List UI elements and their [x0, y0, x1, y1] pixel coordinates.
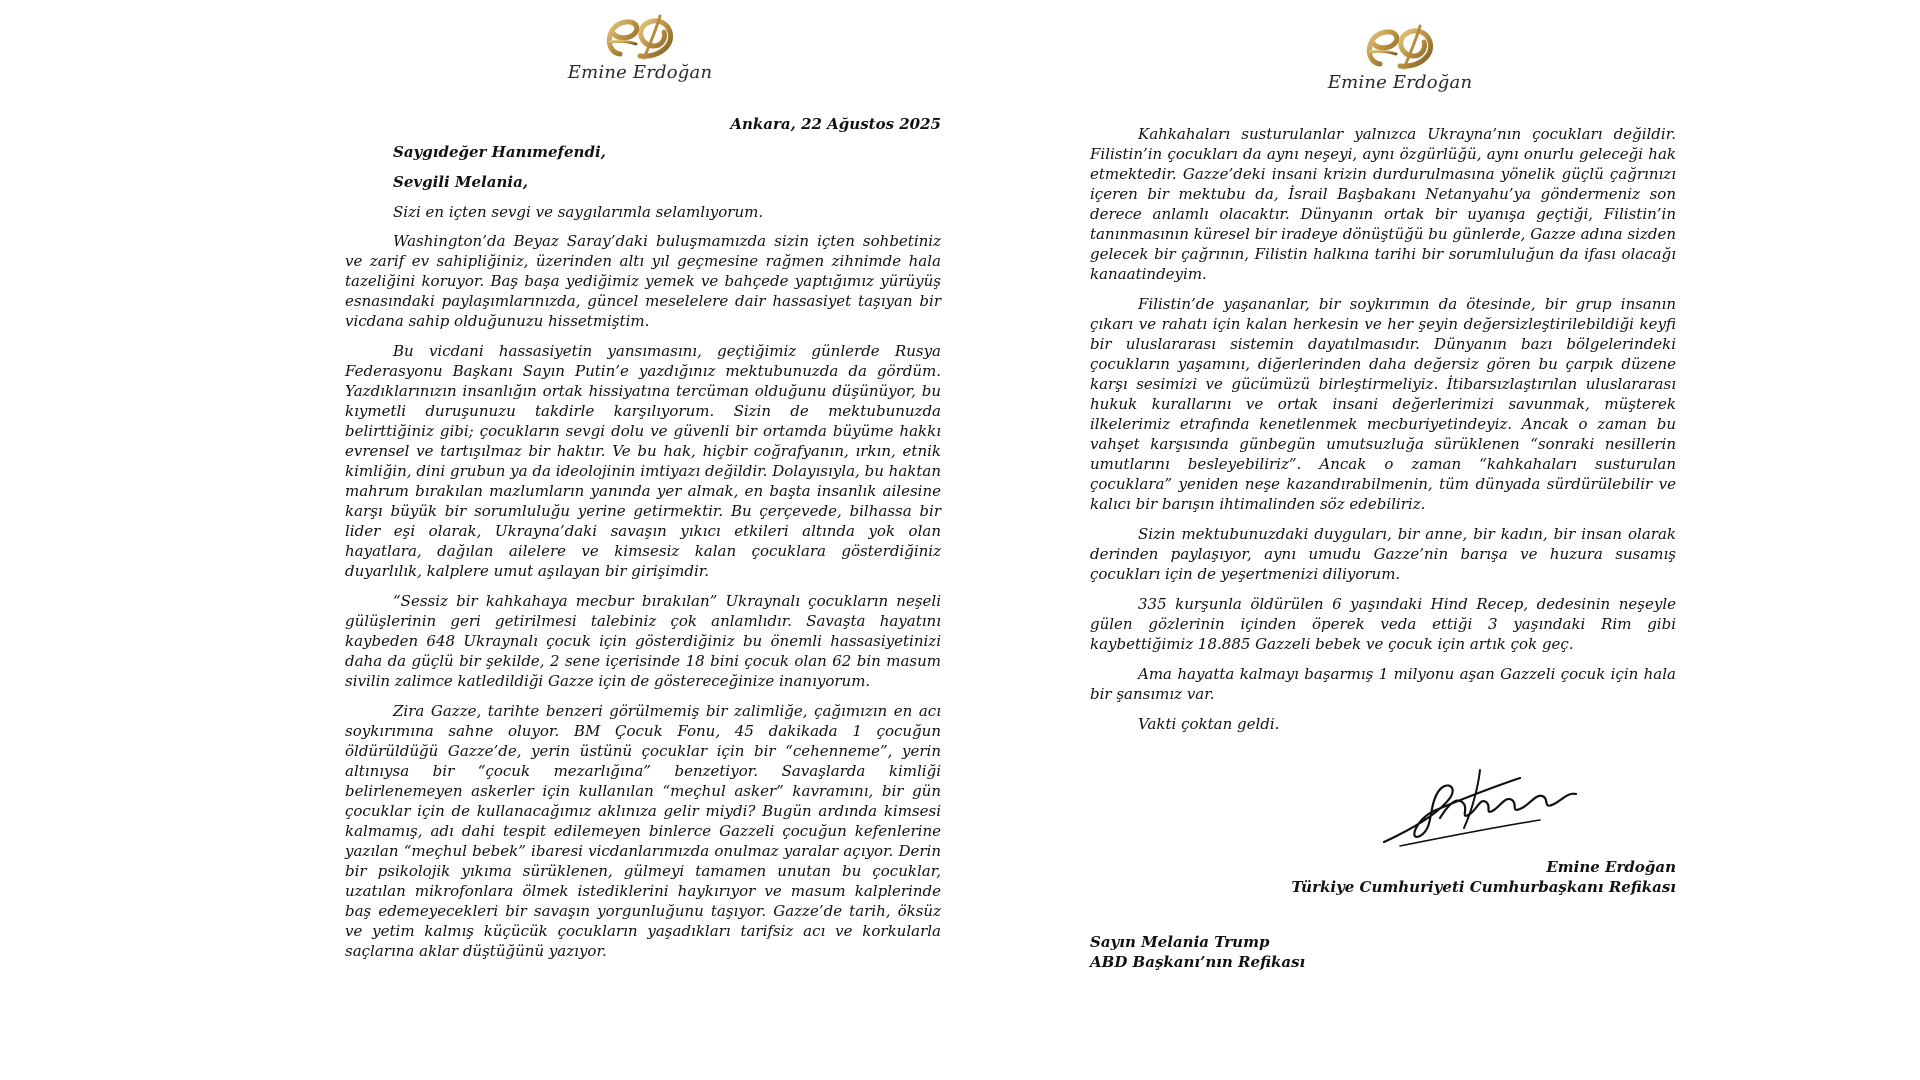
monogram-icon [1360, 22, 1440, 72]
paragraph: 335 kurşunla öldürülen 6 yaşındaki Hind Recep, dedesinin neşeyle gülen gözlerinin içinden öperek veda ettiği 3 yaşındaki Rim gibi kaybettiğimiz 18.885 Gazzeli bebek ve çocuk için artık çok geç. [1090, 595, 1676, 653]
handwritten-signature-icon [1380, 758, 1580, 850]
recipient-title: ABD Başkanı’nın Refikası [1090, 953, 1306, 971]
paragraph: Zira Gazze, tarihte benzeri görülmemiş bir zalimliğe, çağımızın en acı soykırımına sahne oluyor. BM Çocuk Fonu, 45 dakikada 1 çocuğun öldürüldüğü Gazze’de, yerin üstünü çocuklar için bir “cehenneme”, yerin altınıysa bir “çocuk mezarlığına” benzetiyor. Savaşlarda kimliği belirlenemeyen askerler için kullanılan “meçhul asker” kavramını, bir gün çocuklar için de kullanacağımız aklınıza gelir miydi? Bugün ardında kimsesi kalmamış, adı dahi tespit edilemeyen binlerce Gazzeli çocuğun kefenlerine yazılan “meçhul bebek” ibaresi vicdanlarımızda onulmaz yaralar açıyor. Derin bir psikolojik yıkıma sürüklenen, gülmeyi tamamen unutan bu çocuklar, uzatılan mikrofonlara ölmek istediklerini haykırıyor ve masum kalplerinde baş edemeyecekleri bir savaşın yorgunluğunu taşıyor. Gazze’de tarih, öksüz ve yetim kalmış küçücük çocukların yaşadıkları tarifsiz acı ve korkularla saçlarına aklar düştüğünü yazıyor. [345, 702, 941, 960]
paragraph: “Sessiz bir kahkahaya mecbur bırakılan” Ukraynalı çocukların neşeli gülüşlerinin geri getirilmesi talebiniz çok anlamlıdır. Savaşta hayatını kaybeden 648 Ukraynalı çocuk için gösterdiğiniz bu önemli hassasiyetinizi daha da güçlü bir şekilde, 2 sene içerisinde 18 bini çocuk olan 62 bin masum sivilin zalimce katledildiği Gazze için de göstereceğinize inanıyorum. [345, 592, 941, 690]
letter-date: Ankara, 22 Ağustos 2025 [730, 115, 941, 133]
salutation-formal: Saygıdeğer Hanımefendi, [393, 143, 606, 161]
recipient-name: Sayın Melania Trump [1090, 933, 1270, 951]
paragraph: Sizin mektubunuzdaki duyguları, bir anne, bir kadın, bir insan olarak derinden paylaşıyor, aynı umudu Gazze’nin barışa ve huzura susamış çocukları için de yeşertmenizi diliyorum. [1090, 525, 1676, 583]
paragraph: Filistin’de yaşananlar, bir soykırımın da ötesinde, bir grup insanın çıkarı ve rahatı için kalan herkesin ve her şeyin değersizleştirilebildiği keyfi bir uluslararası sistemin dayatılmasıdır. Dünyanın bazı bölgelerindeki çocukların yaşamını, diğerlerinden daha değersiz gören bu çarpık düzene karşı sesimizi ve gücümüzü birleştirmeliyiz. İtibarsızlaştırılan uluslararası hukuk kurallarını ve ortak insani değerlerimizi savunmak, müşterek ilkelerimiz etrafında kenetlenmek mecburiyetindeyiz. Ancak o zaman bu vahşet karşısında günbegün umutsuzluğa sürüklenen “sonraki nesillerin umutlarını besleyebiliriz”. Ancak o zaman “kahkahaları susturulan çocuklara” yeniden neşe kazandırabilmenin, tüm dünyada sürdürülebilir ve kalıcı bir barışın ihtimalinden söz edebiliriz. [1090, 295, 1676, 513]
letterhead-name: Emine Erdoğan [1327, 72, 1473, 93]
salutation-personal: Sevgili Melania, [393, 173, 529, 191]
closing-line: Vakti çoktan geldi. [1138, 715, 1280, 733]
monogram-icon [600, 12, 680, 62]
greeting-line: Sizi en içten sevgi ve saygılarımla selamlıyorum. [393, 203, 764, 221]
letter-body-page-2 [1090, 124, 1676, 734]
letterhead-name: Emine Erdoğan [567, 62, 713, 83]
paragraph: Washington’da Beyaz Saray’daki buluşmamızda sizin içten sohbetiniz ve zarif ev sahipliğiniz, üzerinden altı yıl geçmesine rağmen zihnimde hala tazeliğini koruyor. Baş başa yediğimiz yemek ve bahçede yaptığımız yürüyüş esnasındaki paylaşımlarınızda, güncel meselelere dair hassasiyet taşıyan bir vicdana sahip olduğunuzu hissetmiştim. [345, 232, 941, 330]
paragraph: Kahkahaları susturulanlar yalnızca Ukrayna’nın çocukları değildir. Filistin’in çocukları da aynı neşeyi, aynı özgürlüğü, aynı onurlu geleceği hak etmektedir. Gazze’deki insani krizin durdurulmasına yönelik güçlü çağrınızı içeren bir mektubu da, İsrail Başbakanı Netanyahu’ya göndermeniz son derece anlamlı olacaktır. Dünyanın ortak bir uyanışa geçtiği, Filistin’in tanınmasının küresel bir iradeye dönüştüğü bu günlerde, Gazze adına sizden gelecek bir çağrının, Filistin halkına tarihi bir sorumluluğun da ifası olacağı kanaatindeyim. [1090, 125, 1676, 283]
paragraph: Bu vicdani hassasiyetin yansımasını, geçtiğimiz günlerde Rusya Federasyonu Başkanı Sayın Putin’e yazdığınız mektubunuzda da gördüm. Yazdıklarınızın insanlığın ortak hissiyatına tercüman olduğunu düşünüyor, bu kıymetli duruşunuzu takdirle karşılıyorum. Sizin de mektubunuzda belirttiğiniz gibi; çocukların sevgi dolu ve güvenli bir ortamda büyüme hakkı evrensel ve tartışılmaz bir haktır. Ve bu hak, hiçbir coğrafyanın, ırkın, etnik kimliğin, dini grubun ya da ideolojinin imtiyazı değildir. Dolayısıyla, bu haktan mahrum bırakılan mazlumların yanında yer almak, en başta insanlık ailesine karşı büyük bir sorumluluğu yerine getirmektir. Bu çerçevede, bilhassa bir lider eşi olarak, Ukrayna’daki savaşın yıkıcı etkileri altında yok olan hayatlara, dağılan ailelere ve kimsesiz kalan çocuklara gösterdiğiniz duyarlılık, kalplere umut aşılayan bir girişimdir. [345, 342, 941, 580]
signature [1380, 758, 1680, 850]
signer-title: Türkiye Cumhuriyeti Cumhurbaşkanı Refikası [1291, 878, 1676, 896]
signer-block [1256, 857, 1676, 897]
letter-body-page-1 [345, 114, 941, 971]
letterhead-logo [1310, 22, 1490, 93]
recipient-block [1090, 932, 1305, 972]
letterhead-logo [550, 12, 730, 83]
paragraph: Ama hayatta kalmayı başarmış 1 milyonu aşan Gazzeli çocuk için hala bir şansımız var. [1090, 665, 1676, 703]
signer-name: Emine Erdoğan [1546, 858, 1676, 876]
letter-page-2 [960, 0, 1920, 1080]
